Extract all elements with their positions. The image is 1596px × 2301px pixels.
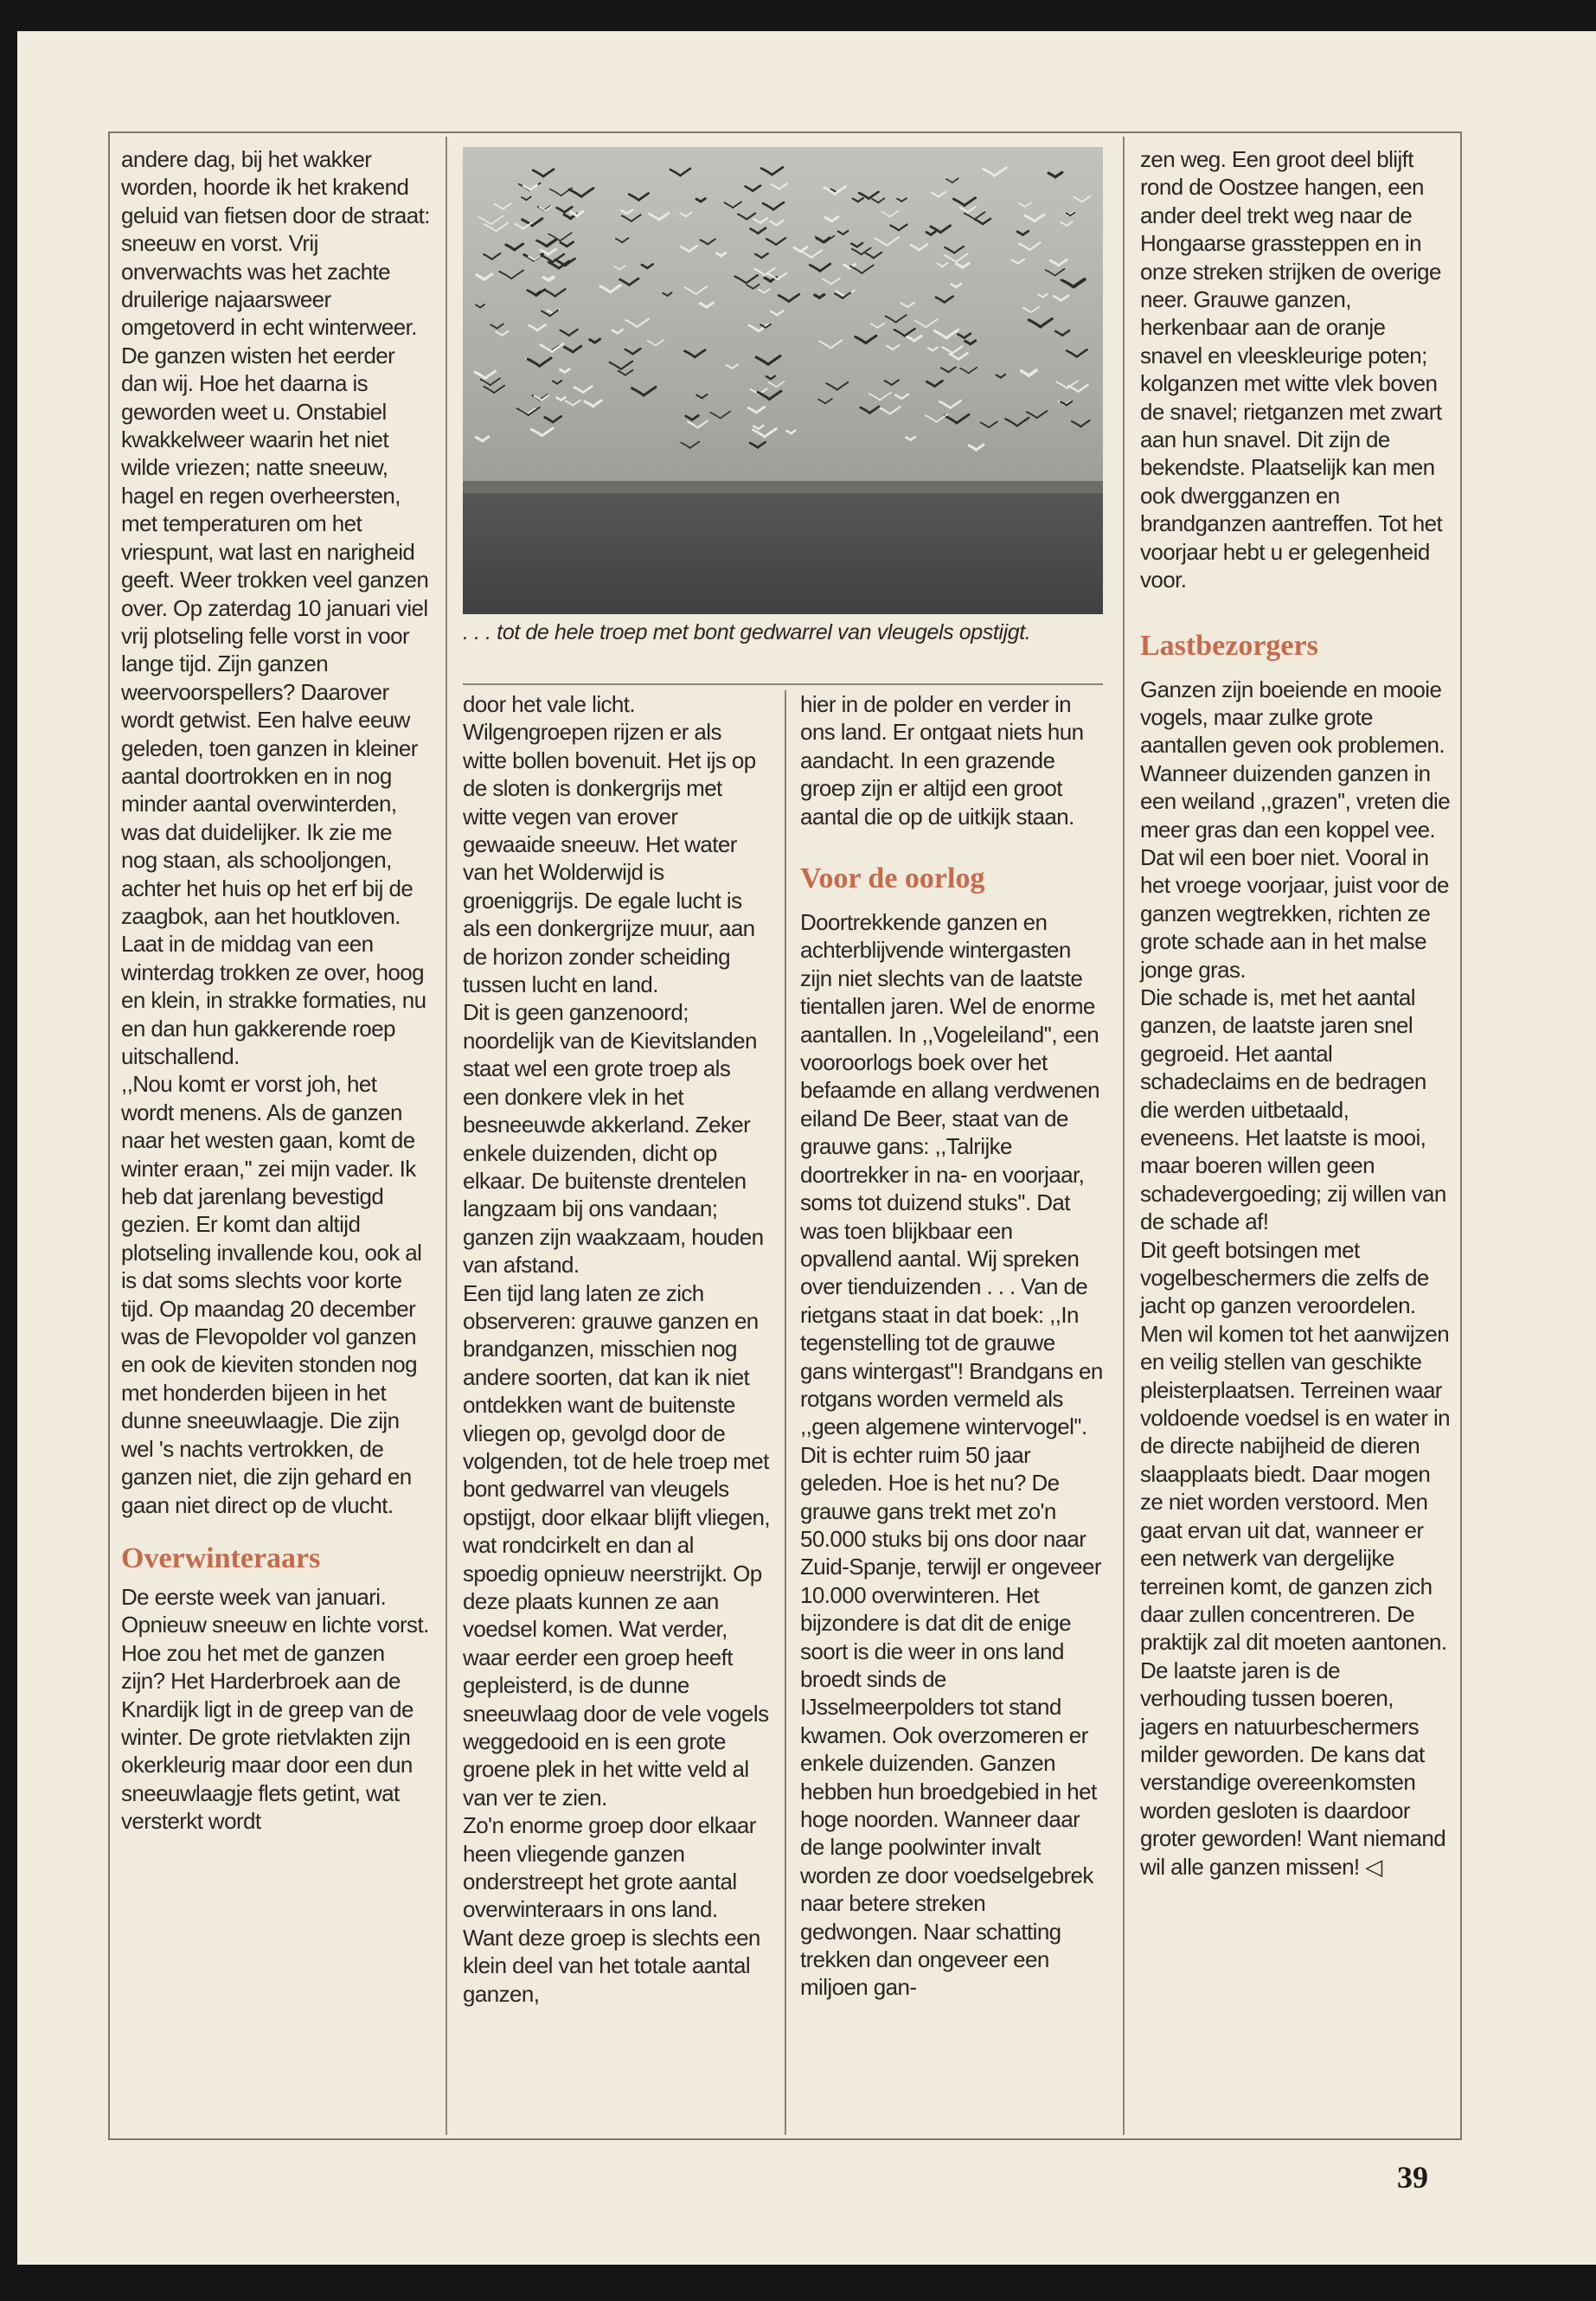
column-separator <box>785 690 786 2135</box>
heading-overwinteraars: Overwinteraars <box>121 1541 321 1574</box>
photo-horizon-flock <box>463 481 1103 493</box>
heading-voor-de-oorlog: Voor de oorlog <box>800 862 985 895</box>
column-separator <box>1123 137 1125 2135</box>
scan-top-border <box>0 0 1596 31</box>
col4-p5: De laatste jaren is de verhouding tussen boeren, jagers en natuurbeschermers milder geworden. De kans dat verstandige overeenkomsten worden gesloten is daardoor groter geworden! Want niemand wil alle ganzen missen! <box>1140 1657 1446 1880</box>
col4-last-paragraph <box>1140 1657 1452 1881</box>
photo-field <box>463 484 1103 614</box>
col1-quote: ,,Nou komt er vorst joh, het wordt menens. Als de ganzen naar het westen gaan, komt de winter eraan,'' zei mijn vader. Ik heb dat jarenlang bevestigd gezien. Er komt dan altijd plotseling invallende kou, ook al is dat soms slechts voor korte tijd. Op maandag 20 december was de Flevopolder vol ganzen en ook de kieviten stonden nog met honderden bijeen in het dunne sneeuwlaagje. Die zijn wel 's nachts vertrokken, de ganzen niet, die zijn gehard en gaan niet direct op de vlucht. <box>121 1071 422 1518</box>
col1-after: De eerste week van januari. Opnieuw sneeuw en lichte vorst. Hoe zou het met de ganzen zijn? Het Harderbroek aan de Knardijk ligt in de greep van de winter. De grote rietvlakten zijn okerkleurig maar door een dun sneeuwlaagje flets getint, wat versterkt wordt <box>121 1583 429 1835</box>
column-3 <box>800 690 1107 2002</box>
col4-p2: Ganzen zijn boeiende en mooie vogels, maar zulke grote aantallen geven ook problemen. Wanneer duizenden ganzen in een weiland ,,grazen'', vreten die meer gras dan een koppel vee. Dat wil een boer niet. Vooral in het vroege voorjaar, juist voor de ganzen wegtrekken, richten ze grote schade aan in het malse jonge gras. <box>1140 676 1451 983</box>
col2-p2: Dit is geen ganzenoord; noordelijk van de Kievitslanden staat wel een grote troep als een donkere vlek in het besneeuwde akkerland. Zeker enkele duizenden, dicht op elkaar. De buitenste drentelen langzaam bij ons vandaan; ganzen zijn waakzaam, houden van afstand. <box>463 999 764 1279</box>
col4-p4: Dit geeft botsingen met vogelbeschermers die zelfs de jacht op ganzen veroordelen. Men wil komen tot het aanwijzen en veilig stellen van geschikte pleisterplaatsen. Terreinen waar voldoende voedsel is en water in de directe nabijheid de dieren slaapplaats biedt. Daar mogen ze niet worden verstoord. Men gaat ervan uit dat, wanneer er een netwerk van dergelijke terreinen komt, de ganzen zich daar zullen concentreren. De praktijk zal dit moeten aantonen. <box>1140 1236 1451 1656</box>
photo-caption: . . . tot de hele troep met bont gedwarrel van vleugels opstijgt. <box>463 620 1031 644</box>
col3-p3: Dit is echter ruim 50 jaar geleden. Hoe is het nu? De grauwe gans trekt met zo'n 50.000 stuks bij ons door naar Zuid-Spanje, terwijl er ongeveer 10.000 overwinteren. Het bijzondere is dat dit de enige soort is die weer in ons land broedt sinds de IJsselmeerpolders tot stand kwamen. Ook overzomeren er enkele duizenden. Ganzen hebben hun broedgebied in het hoge noorden. Wanneer daar de lange poolwinter invalt worden ze door voedselgebrek naar betere streken gedwongen. Naar schatting trekken dan ongeveer een miljoen gan- <box>800 1441 1101 2001</box>
col4-p1: zen weg. Een groot deel blijft rond de Oostzee hangen, een ander deel trekt weg naar de Hongaarse grassteppen en in onze streken strijken de overige neer. Grauwe ganzen, herkenbaar aan de oranje snavel en vleeskleurige poten; kolganzen met witte vlek boven de snavel; rietganzen met zwart aan hun snavel. Dit zijn de bekendste. Plaatselijk kan men ook dwergganzen en brandganzen aantreffen. Tot het voorjaar hebt u er gelegenheid voor. <box>1140 146 1443 593</box>
col2-p1: door het vale licht. Wilgengroepen rijzen er als witte bollen bovenuit. Het ijs op de sloten is donkergrijs met witte vegen van erover gewaaide sneeuw. Het water van het Wolderwijd is groeniggrijs. De egale lucht is als een donkergrijze muur, aan de horizon zonder scheiding tussen lucht en land. <box>463 691 756 998</box>
column-separator <box>445 137 447 2135</box>
col3-p1: hier in de polder en verder in ons land. Er ontgaat niets hun aandacht. In een grazende groep zijn er altijd een groot aantal die op de uitkijk staan. <box>800 691 1084 830</box>
column-1 <box>121 145 433 1836</box>
page-number: 39 <box>1397 2160 1428 2195</box>
heading-lastbezorgers: Lastbezorgers <box>1140 629 1318 662</box>
caption-rule <box>463 683 1103 685</box>
scan-left-border <box>0 31 17 2301</box>
col4-p3: Die schade is, met het aantal ganzen, de laatste jaren snel gegroeid. Het aantal schadeclaims en de bedragen die werden uitbetaald, eveneens. Het laatste is mooi, maar boeren willen geen schadevergoeding; zij willen van de schade af! <box>1140 984 1446 1235</box>
end-mark-icon: ◁ <box>1365 1853 1382 1880</box>
col1-intro: andere dag, bij het wakker worden, hoorde ik het krakend geluid van fietsen door de straat: sneeuw en vorst. Vrij onverwachts was het zachte druilerige najaarsweer omgetoverd in echt winterweer. De ganzen wisten het eerder dan wij. Hoe het daarna is geworden weet u. Onstabiel kwakkelweer waarin het niet wilde vriezen; natte sneeuw, hagel en regen overheersten, met temperaturen om het vriespunt, wat last en narigheid geeft. Weer trokken veel ganzen over. Op zaterdag 10 januari viel vrij plotseling felle vorst in voor lange tijd. Zijn ganzen weervoorspellers? Daarover wordt getwist. Een halve eeuw geleden, toen ganzen in kleiner aantal doortrokken en in nog minder aantal overwinterden, was dat duidelijker. Ik zie me nog staan, als schooljongen, achter het huis op het erf bij de zaagbok, aan het houtkloven. Laat in de middag van een winterdag trokken ze over, hoog en klein, in strakke formaties, nu en dan hun gakkerende roep uitschallend. <box>121 146 430 1069</box>
geese-photo <box>463 147 1103 614</box>
scan-bottom-border <box>0 2265 1596 2301</box>
column-4 <box>1140 145 1452 1881</box>
col2-p3: Een tijd lang laten ze zich observeren: grauwe ganzen en brandganzen, misschien nog andere soorten, dat kan ik niet ontdekken want de buitenste vliegen op, gevolgd door de volgenden, tot de hele troep met bont gedwarrel van vleugels opstijgt, door elkaar blijft vliegen, wat rondcirkelt en dan al spoedig opnieuw neerstrijkt. Op deze plaats kunnen ze aan voedsel komen. Wat verder, waar eerder een groep heeft gepleisterd, is de dunne sneeuwlaag door de vele vogels weggedooid en is een grote groene plek in het witte veld al van ver te zien. <box>463 1279 771 1811</box>
col2-p4: Zo'n enorme groep door elkaar heen vliegende ganzen onderstreept het grote aantal overwinteraars in ons land. Want deze groep is slechts een klein deel van het totale aantal ganzen, <box>463 1812 760 2007</box>
column-2 <box>463 690 770 2008</box>
col3-p2: Doortrekkende ganzen en achterblijvende wintergasten zijn niet slechts van de laatste tientallen jaren. Wel de enorme aantallen. In ,,Vogeleiland'', een vooroorlogs boek over het befaamde en allang verdwenen eiland De Beer, staat van de grauwe gans: ,,Talrijke doortrekker in na- en voorjaar, soms tot duizend stuks''. Dat was toen blijkbaar een opvallend aantal. Wij spreken over tienduizenden . . . Van de rietgans staat in dat boek: ,,In tegenstelling tot de grauwe gans wintergast''! Brandgans en rotgans worden vermeld als ,,geen algemene wintervogel''. <box>800 909 1103 1440</box>
